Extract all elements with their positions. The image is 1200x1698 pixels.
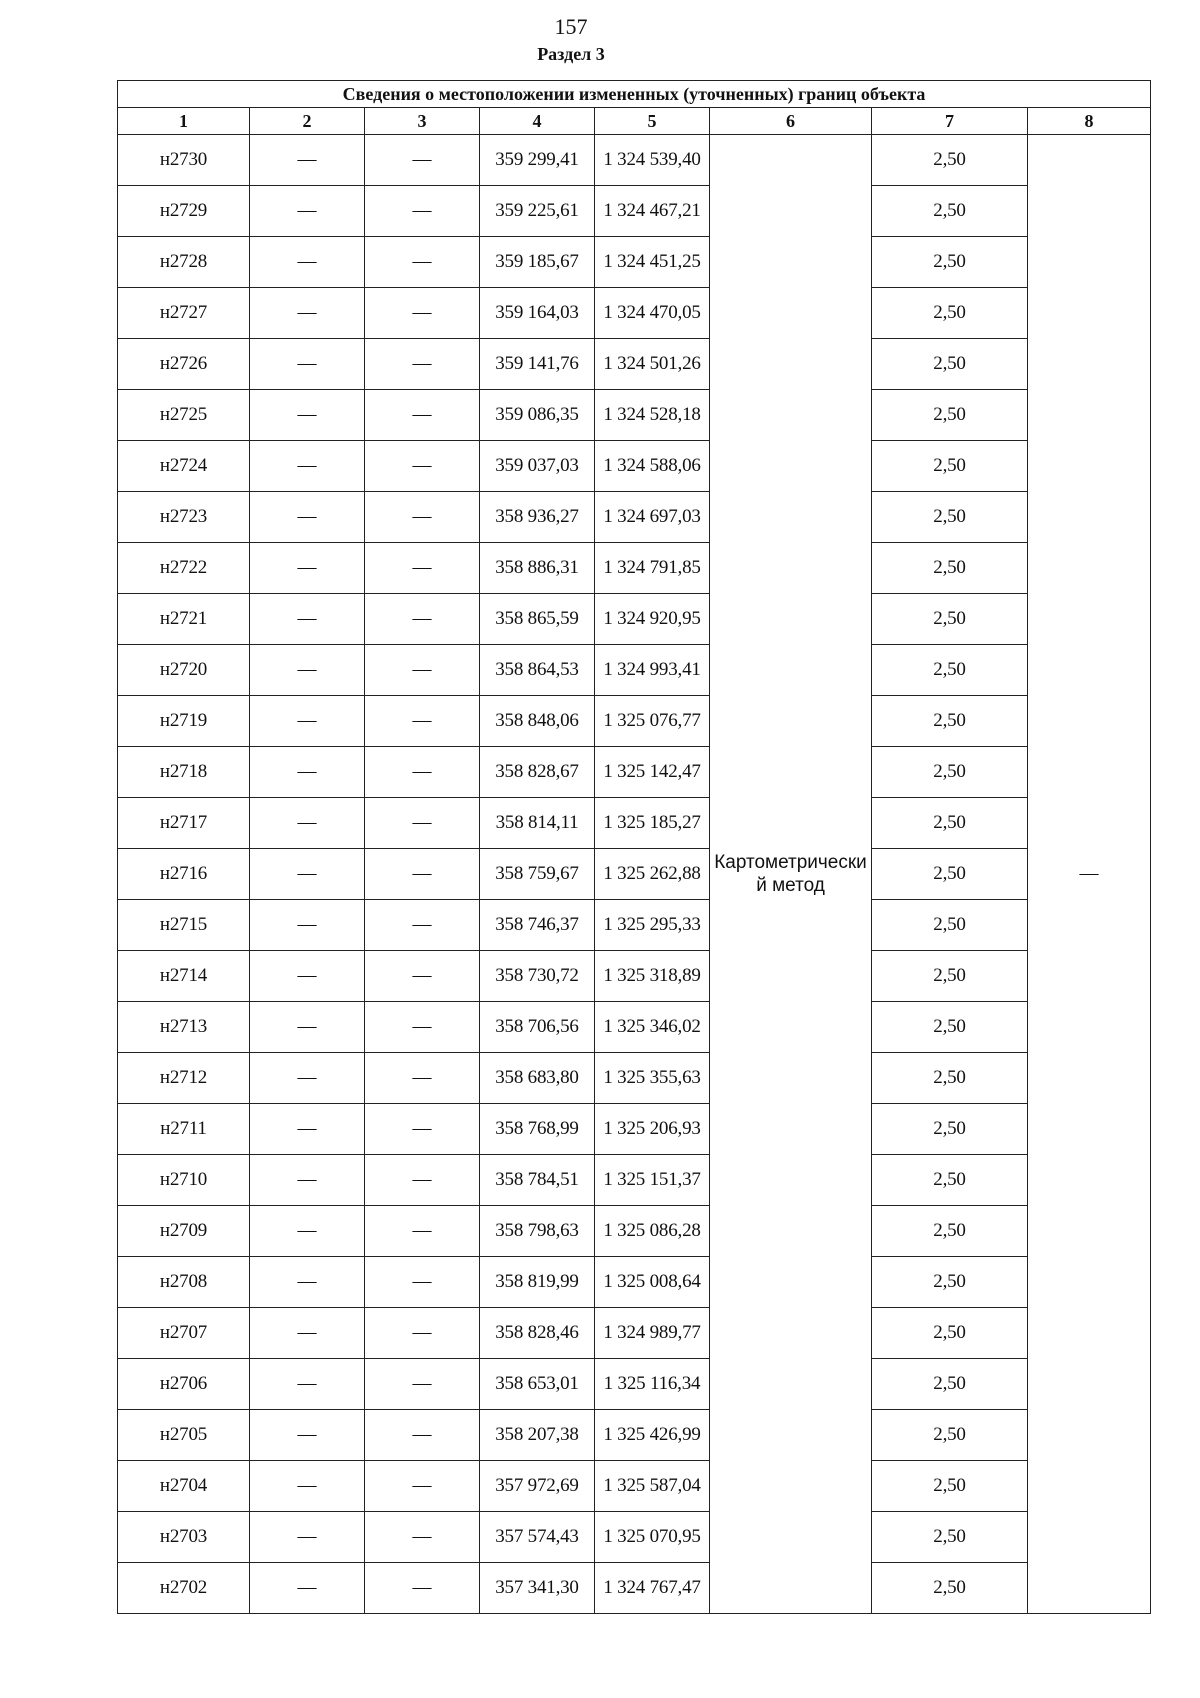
- col3-cell: —: [365, 1155, 480, 1206]
- col2-cell: —: [250, 288, 365, 339]
- point-id-cell: н2702: [118, 1563, 250, 1614]
- col2-cell: —: [250, 696, 365, 747]
- col2-cell: —: [250, 237, 365, 288]
- precision-cell: 2,50: [872, 951, 1028, 1002]
- precision-cell: 2,50: [872, 1002, 1028, 1053]
- table-row: [118, 900, 1151, 951]
- precision-cell: 2,50: [872, 798, 1028, 849]
- x-coordinate-cell: 358 759,67: [480, 849, 595, 900]
- x-coordinate-cell: 358 768,99: [480, 1104, 595, 1155]
- point-id-cell: н2721: [118, 594, 250, 645]
- col3-cell: —: [365, 900, 480, 951]
- x-coordinate-cell: 358 936,27: [480, 492, 595, 543]
- column-number: 7: [872, 108, 1028, 135]
- x-coordinate-cell: 357 574,43: [480, 1512, 595, 1563]
- x-coordinate-cell: 359 225,61: [480, 186, 595, 237]
- x-coordinate-cell: 359 086,35: [480, 390, 595, 441]
- table-row: [118, 1257, 1151, 1308]
- x-coordinate-cell: 358 819,99: [480, 1257, 595, 1308]
- table-row: [118, 492, 1151, 543]
- y-coordinate-cell: 1 324 528,18: [595, 390, 710, 441]
- col2-cell: —: [250, 798, 365, 849]
- col3-cell: —: [365, 1563, 480, 1614]
- table-row: [118, 594, 1151, 645]
- y-coordinate-cell: 1 325 206,93: [595, 1104, 710, 1155]
- col3-cell: —: [365, 1308, 480, 1359]
- y-coordinate-cell: 1 324 467,21: [595, 186, 710, 237]
- point-id-cell: н2722: [118, 543, 250, 594]
- col2-cell: —: [250, 543, 365, 594]
- y-coordinate-cell: 1 324 791,85: [595, 543, 710, 594]
- point-id-cell: н2707: [118, 1308, 250, 1359]
- table-row: [118, 543, 1151, 594]
- col2-cell: —: [250, 594, 365, 645]
- point-id-cell: н2718: [118, 747, 250, 798]
- col3-cell: —: [365, 186, 480, 237]
- point-id-cell: н2704: [118, 1461, 250, 1512]
- col3-cell: —: [365, 645, 480, 696]
- table-row: [118, 186, 1151, 237]
- x-coordinate-cell: 359 185,67: [480, 237, 595, 288]
- col3-cell: —: [365, 1104, 480, 1155]
- precision-cell: 2,50: [872, 237, 1028, 288]
- x-coordinate-cell: 358 207,38: [480, 1410, 595, 1461]
- precision-cell: 2,50: [872, 288, 1028, 339]
- x-coordinate-cell: 358 653,01: [480, 1359, 595, 1410]
- col2-cell: —: [250, 441, 365, 492]
- point-id-cell: н2725: [118, 390, 250, 441]
- y-coordinate-cell: 1 325 116,34: [595, 1359, 710, 1410]
- col2-cell: —: [250, 1308, 365, 1359]
- x-coordinate-cell: 357 972,69: [480, 1461, 595, 1512]
- table-caption: Сведения о местоположении измененных (уточненных) границ объекта: [118, 81, 1151, 108]
- x-coordinate-cell: 358 828,46: [480, 1308, 595, 1359]
- y-coordinate-cell: 1 325 318,89: [595, 951, 710, 1002]
- point-id-cell: н2729: [118, 186, 250, 237]
- x-coordinate-cell: 359 141,76: [480, 339, 595, 390]
- table-row: [118, 288, 1151, 339]
- col3-cell: —: [365, 390, 480, 441]
- precision-cell: 2,50: [872, 492, 1028, 543]
- col3-cell: —: [365, 543, 480, 594]
- precision-cell: 2,50: [872, 1257, 1028, 1308]
- y-coordinate-cell: 1 325 142,47: [595, 747, 710, 798]
- col2-cell: —: [250, 135, 365, 186]
- col3-cell: —: [365, 441, 480, 492]
- y-coordinate-cell: 1 324 993,41: [595, 645, 710, 696]
- precision-cell: 2,50: [872, 1461, 1028, 1512]
- table-row: [118, 135, 1151, 186]
- precision-cell: 2,50: [872, 747, 1028, 798]
- x-coordinate-cell: 358 683,80: [480, 1053, 595, 1104]
- precision-cell: 2,50: [872, 1104, 1028, 1155]
- precision-cell: 2,50: [872, 1359, 1028, 1410]
- point-id-cell: н2730: [118, 135, 250, 186]
- table-row: [118, 1512, 1151, 1563]
- table-row: [118, 1002, 1151, 1053]
- precision-cell: 2,50: [872, 1155, 1028, 1206]
- point-id-cell: н2728: [118, 237, 250, 288]
- precision-cell: 2,50: [872, 696, 1028, 747]
- table-row: [118, 1308, 1151, 1359]
- point-id-cell: н2727: [118, 288, 250, 339]
- table-row: [118, 1053, 1151, 1104]
- y-coordinate-cell: 1 324 989,77: [595, 1308, 710, 1359]
- point-id-cell: н2715: [118, 900, 250, 951]
- col3-cell: —: [365, 237, 480, 288]
- x-coordinate-cell: 359 299,41: [480, 135, 595, 186]
- x-coordinate-cell: 359 164,03: [480, 288, 595, 339]
- table-row: [118, 1563, 1151, 1614]
- col3-cell: —: [365, 798, 480, 849]
- y-coordinate-cell: 1 324 767,47: [595, 1563, 710, 1614]
- col2-cell: —: [250, 1002, 365, 1053]
- table-row: [118, 1410, 1151, 1461]
- table-row: [118, 1206, 1151, 1257]
- table-row: [118, 339, 1151, 390]
- col3-cell: —: [365, 594, 480, 645]
- col3-cell: —: [365, 1206, 480, 1257]
- table-row: [118, 951, 1151, 1002]
- point-id-cell: н2719: [118, 696, 250, 747]
- precision-cell: 2,50: [872, 1563, 1028, 1614]
- precision-cell: 2,50: [872, 1512, 1028, 1563]
- y-coordinate-cell: 1 325 426,99: [595, 1410, 710, 1461]
- y-coordinate-cell: 1 325 151,37: [595, 1155, 710, 1206]
- col3-cell: —: [365, 492, 480, 543]
- table-row: [118, 1155, 1151, 1206]
- col2-cell: —: [250, 1053, 365, 1104]
- column-number: 1: [118, 108, 250, 135]
- y-coordinate-cell: 1 325 008,64: [595, 1257, 710, 1308]
- point-id-cell: н2726: [118, 339, 250, 390]
- column-number: 5: [595, 108, 710, 135]
- col2-cell: —: [250, 1257, 365, 1308]
- y-coordinate-cell: 1 325 185,27: [595, 798, 710, 849]
- col3-cell: —: [365, 951, 480, 1002]
- col2-cell: —: [250, 900, 365, 951]
- table-row: [118, 798, 1151, 849]
- point-id-cell: н2723: [118, 492, 250, 543]
- x-coordinate-cell: 358 864,53: [480, 645, 595, 696]
- point-id-cell: н2716: [118, 849, 250, 900]
- col3-cell: —: [365, 288, 480, 339]
- col2-cell: —: [250, 339, 365, 390]
- x-coordinate-cell: 358 848,06: [480, 696, 595, 747]
- point-id-cell: н2710: [118, 1155, 250, 1206]
- col2-cell: —: [250, 849, 365, 900]
- point-id-cell: н2705: [118, 1410, 250, 1461]
- y-coordinate-cell: 1 324 501,26: [595, 339, 710, 390]
- x-coordinate-cell: 358 886,31: [480, 543, 595, 594]
- point-id-cell: н2717: [118, 798, 250, 849]
- table-row: [118, 645, 1151, 696]
- col3-cell: —: [365, 849, 480, 900]
- col3-cell: —: [365, 1053, 480, 1104]
- x-coordinate-cell: 358 865,59: [480, 594, 595, 645]
- precision-cell: 2,50: [872, 339, 1028, 390]
- y-coordinate-cell: 1 325 355,63: [595, 1053, 710, 1104]
- point-id-cell: н2724: [118, 441, 250, 492]
- table-row: [118, 237, 1151, 288]
- col2-cell: —: [250, 645, 365, 696]
- col2-cell: —: [250, 186, 365, 237]
- precision-cell: 2,50: [872, 390, 1028, 441]
- section-title: Раздел 3: [537, 44, 605, 64]
- y-coordinate-cell: 1 325 587,04: [595, 1461, 710, 1512]
- table-row: [118, 747, 1151, 798]
- x-coordinate-cell: 358 798,63: [480, 1206, 595, 1257]
- col3-cell: —: [365, 1359, 480, 1410]
- col2-cell: —: [250, 747, 365, 798]
- column-number: 6: [710, 108, 872, 135]
- col2-cell: —: [250, 1512, 365, 1563]
- point-id-cell: н2703: [118, 1512, 250, 1563]
- column-number: 8: [1028, 108, 1151, 135]
- precision-cell: 2,50: [872, 594, 1028, 645]
- point-id-cell: н2713: [118, 1002, 250, 1053]
- y-coordinate-cell: 1 324 697,03: [595, 492, 710, 543]
- precision-cell: 2,50: [872, 900, 1028, 951]
- table-row: [118, 1461, 1151, 1512]
- precision-cell: 2,50: [872, 645, 1028, 696]
- column-number-row: [118, 108, 1151, 135]
- precision-cell: 2,50: [872, 1053, 1028, 1104]
- y-coordinate-cell: 1 325 295,33: [595, 900, 710, 951]
- col2-cell: —: [250, 1104, 365, 1155]
- table-row: [118, 390, 1151, 441]
- y-coordinate-cell: 1 324 451,25: [595, 237, 710, 288]
- col2-cell: —: [250, 1563, 365, 1614]
- col2-cell: —: [250, 1206, 365, 1257]
- col3-cell: —: [365, 1002, 480, 1053]
- method-cell: Картометрически й метод: [710, 135, 872, 1614]
- y-coordinate-cell: 1 325 076,77: [595, 696, 710, 747]
- col2-cell: —: [250, 1359, 365, 1410]
- table-row: [118, 1359, 1151, 1410]
- col2-cell: —: [250, 492, 365, 543]
- table-row: [118, 1104, 1151, 1155]
- y-coordinate-cell: 1 325 262,88: [595, 849, 710, 900]
- x-coordinate-cell: 357 341,30: [480, 1563, 595, 1614]
- point-id-cell: н2709: [118, 1206, 250, 1257]
- x-coordinate-cell: 358 706,56: [480, 1002, 595, 1053]
- table-row: [118, 849, 1151, 900]
- point-id-cell: н2714: [118, 951, 250, 1002]
- point-id-cell: н2708: [118, 1257, 250, 1308]
- x-coordinate-cell: 358 746,37: [480, 900, 595, 951]
- point-id-cell: н2720: [118, 645, 250, 696]
- point-id-cell: н2706: [118, 1359, 250, 1410]
- precision-cell: 2,50: [872, 186, 1028, 237]
- y-coordinate-cell: 1 325 086,28: [595, 1206, 710, 1257]
- col3-cell: —: [365, 1410, 480, 1461]
- y-coordinate-cell: 1 324 470,05: [595, 288, 710, 339]
- col3-cell: —: [365, 1257, 480, 1308]
- col2-cell: —: [250, 1410, 365, 1461]
- col3-cell: —: [365, 135, 480, 186]
- x-coordinate-cell: 358 730,72: [480, 951, 595, 1002]
- y-coordinate-cell: 1 324 920,95: [595, 594, 710, 645]
- point-id-cell: н2712: [118, 1053, 250, 1104]
- precision-cell: 2,50: [872, 1410, 1028, 1461]
- col3-cell: —: [365, 747, 480, 798]
- x-coordinate-cell: 359 037,03: [480, 441, 595, 492]
- col2-cell: —: [250, 390, 365, 441]
- x-coordinate-cell: 358 828,67: [480, 747, 595, 798]
- precision-cell: 2,50: [872, 441, 1028, 492]
- col2-cell: —: [250, 1155, 365, 1206]
- table-body: [118, 135, 1151, 1614]
- x-coordinate-cell: 358 814,11: [480, 798, 595, 849]
- y-coordinate-cell: 1 325 346,02: [595, 1002, 710, 1053]
- precision-cell: 2,50: [872, 1206, 1028, 1257]
- point-id-cell: н2711: [118, 1104, 250, 1155]
- col2-cell: —: [250, 951, 365, 1002]
- y-coordinate-cell: 1 324 588,06: [595, 441, 710, 492]
- column-number: 4: [480, 108, 595, 135]
- precision-cell: 2,50: [872, 543, 1028, 594]
- col3-cell: —: [365, 339, 480, 390]
- table-row: [118, 696, 1151, 747]
- col3-cell: —: [365, 696, 480, 747]
- precision-cell: 2,50: [872, 1308, 1028, 1359]
- col2-cell: —: [250, 1461, 365, 1512]
- y-coordinate-cell: 1 325 070,95: [595, 1512, 710, 1563]
- col8-cell: —: [1028, 135, 1151, 1614]
- column-number: 3: [365, 108, 480, 135]
- table-row: [118, 441, 1151, 492]
- boundary-points-table: [117, 80, 1151, 1614]
- precision-cell: 2,50: [872, 849, 1028, 900]
- precision-cell: 2,50: [872, 135, 1028, 186]
- col3-cell: —: [365, 1461, 480, 1512]
- x-coordinate-cell: 358 784,51: [480, 1155, 595, 1206]
- y-coordinate-cell: 1 324 539,40: [595, 135, 710, 186]
- col3-cell: —: [365, 1512, 480, 1563]
- page-number: 157: [554, 14, 588, 39]
- column-number: 2: [250, 108, 365, 135]
